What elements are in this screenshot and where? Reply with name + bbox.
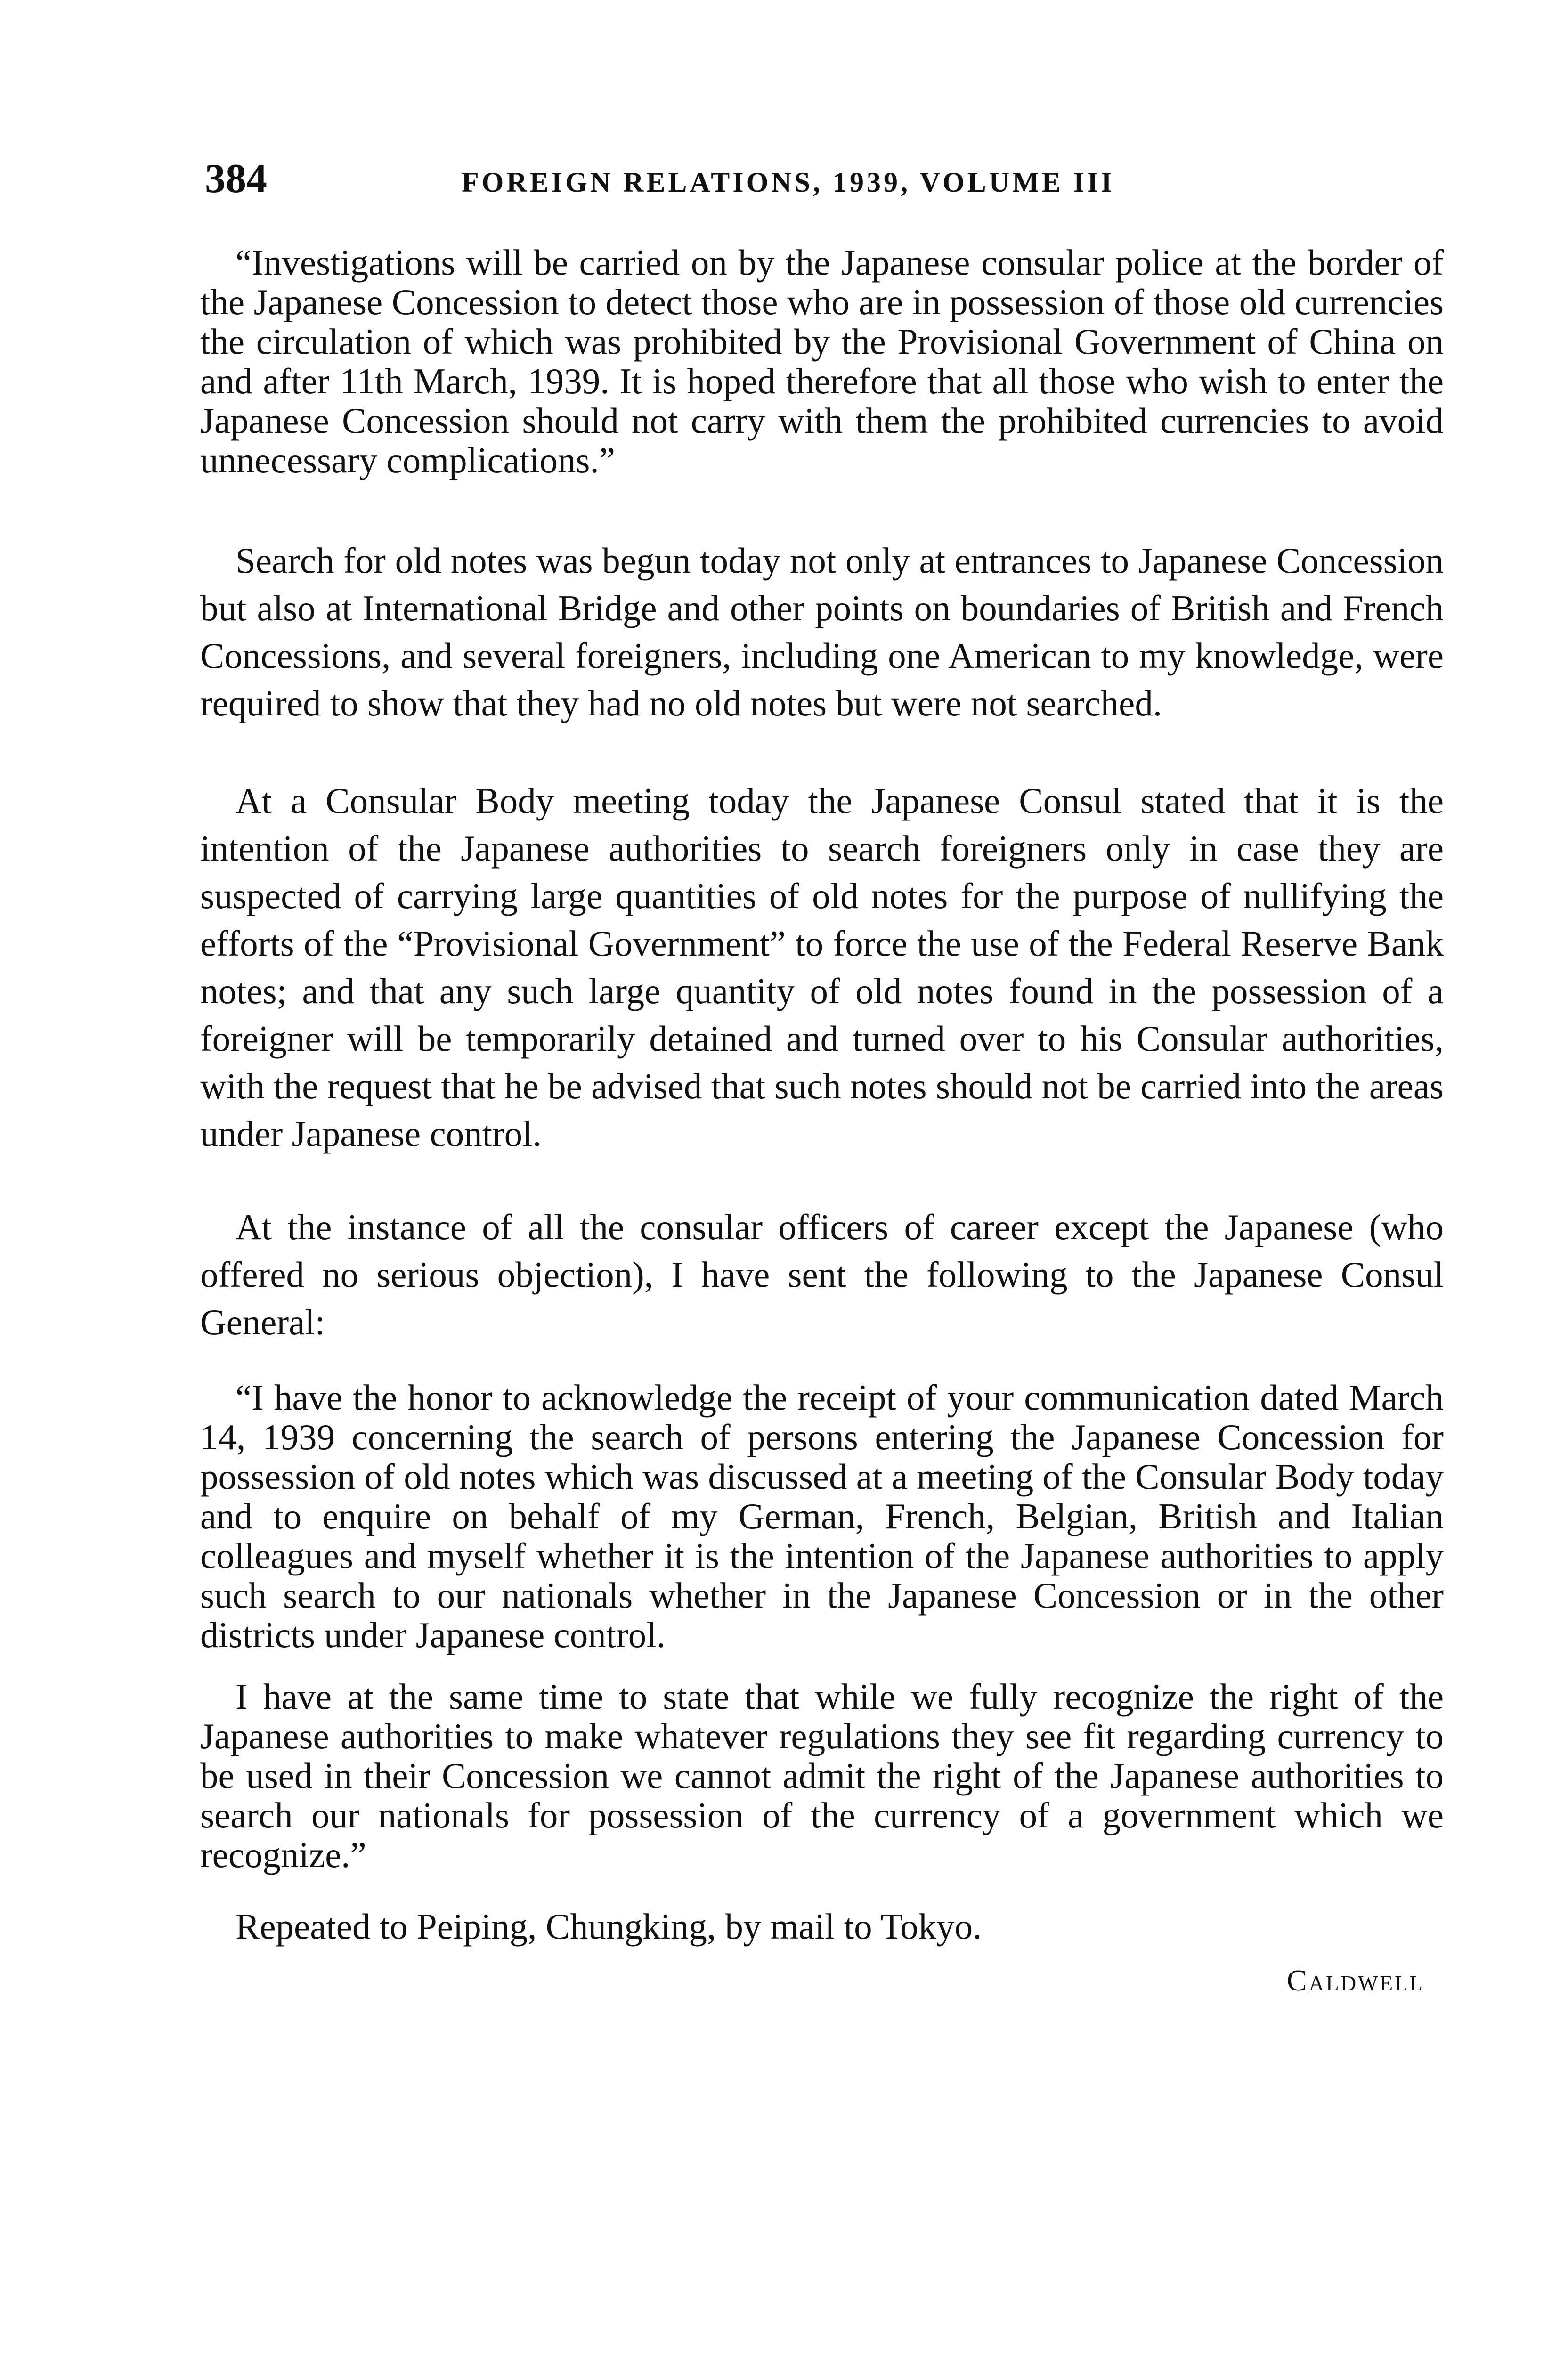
- search-report-paragraph: Search for old notes was begun today not only at entrances to Japanese Concession but also at International Bridge and other points on boundaries of British and French Concessions, and several foreigners, including one American to my knowledge, were required to show that they had no old notes but were not searched.: [200, 540, 1444, 723]
- running-head: FOREIGN RELATIONS, 1939, VOLUME III: [462, 167, 1115, 198]
- letter-quote-paragraph-1: “I have the honor to acknowledge the receipt of your communication dated March 14, 1939 concerning the search of persons entering the Japanese Concession for possession of old notes which was discussed at a meeting of the Consular Body today and to enquire on behalf of my German, French, Belgian, British and Italian colleagues and myself whether it is the intention of the Japanese authorities to apply such search to our nationals whether in the Japanese Concession or in the other districts under Japanese control.: [200, 1377, 1444, 1655]
- quoted-notice-paragraph: “Investigations will be carried on by the Japanese consular police at the border of the Japanese Concession to detect those who are in possession of those old currencies the circulation of which was prohibited by the Provisional Government of China on and after 11th March, 1939. It is hoped therefore that all those who wish to enter the Japanese Concession should not carry with them the prohibited currencies to avoid unnecessary complications.”: [200, 242, 1444, 480]
- instance-paragraph: At the instance of all the consular officers of career except the Japanese (who offered no serious objection), I have sent the following to the Japanese Consul General:: [200, 1207, 1444, 1342]
- page-header: [205, 153, 1453, 205]
- letter-quote-paragraph-2: I have at the same time to state that while we fully recognize the right of the Japanese authorities to make whatever regulations they see fit regarding currency to be used in their Concession we cannot admit the right of the Japanese authorities to search our nationals for possession of the currency of a government which we recognize.”: [200, 1676, 1444, 1875]
- consular-meeting-paragraph: At a Consular Body meeting today the Japanese Consul stated that it is the intention of the Japanese authorities to search foreigners only in case they are suspected of carrying large quantities of old notes for the purpose of nullifying the efforts of the “Provisional Government” to force the use of the Federal Reserve Bank notes; and that any such large quantity of old notes found in the possession of a foreigner will be temporarily detained and turned over to his Consular authorities, with the request that he be advised that such notes should not be carried into the areas under Japanese control.: [200, 780, 1444, 1154]
- page-number: 384: [205, 156, 267, 202]
- repeated-to-line: Repeated to Peiping, Chungking, by mail to Tokyo.: [236, 1906, 982, 1947]
- signature: Caldwell: [1286, 1964, 1424, 1997]
